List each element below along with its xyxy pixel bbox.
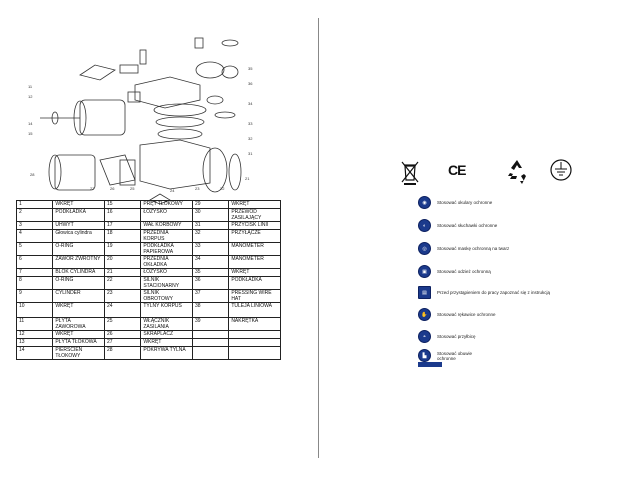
part-number-cell: 22	[104, 277, 140, 290]
part-name-cell: WKRĘT	[53, 201, 105, 209]
part-name-cell: PRZEDNIA KORPUS	[141, 230, 193, 243]
part-name-cell: TULEJA LINIOWA	[229, 303, 281, 318]
safety-item	[418, 219, 497, 232]
svg-text:31: 31	[248, 151, 253, 156]
safety-item-text: Stosować odzież ochronną	[437, 269, 491, 274]
regulatory-symbols	[400, 158, 580, 194]
part-name-cell: O-RING	[53, 243, 105, 256]
part-number-cell: 34	[192, 256, 228, 269]
svg-text:27: 27	[90, 186, 95, 191]
ce-mark-icon: CE	[448, 162, 466, 178]
svg-text:26: 26	[110, 186, 115, 191]
part-number-cell: 9	[17, 290, 53, 303]
safety-item	[418, 349, 487, 362]
part-number-cell	[192, 347, 228, 360]
part-number-cell: 29	[192, 201, 228, 209]
part-name-cell	[229, 347, 281, 360]
part-name-cell: ŁOŻYSKO	[141, 209, 193, 222]
part-name-cell: SILNIK STACIONARNY	[141, 277, 193, 290]
safety-item-text: Stosować obuwie ochronne	[437, 350, 473, 361]
safety-item-text: Stosować okulary ochronne	[437, 200, 493, 205]
part-number-cell: 39	[192, 318, 228, 331]
part-number-cell: 8	[17, 277, 53, 290]
safety-boots-icon: ▙	[418, 349, 431, 362]
safety-item-text: Stosować słuchawki ochronne	[437, 223, 498, 228]
safety-item	[418, 286, 550, 299]
gloves-icon: ✋	[418, 308, 431, 321]
part-number-cell: 24	[104, 303, 140, 318]
ground-icon	[550, 158, 572, 182]
page-divider	[318, 18, 319, 458]
svg-text:15: 15	[28, 131, 33, 136]
part-number-cell: 13	[17, 339, 53, 347]
svg-text:23: 23	[195, 186, 200, 191]
part-name-cell: PODKŁADKA PAPIEROWA	[141, 243, 193, 256]
part-number-cell: 6	[17, 256, 53, 269]
part-name-cell: WKRĘT	[53, 303, 105, 318]
part-number-cell	[192, 331, 228, 339]
parts-table-row	[17, 331, 281, 339]
face-mask-icon: ◎	[418, 242, 431, 255]
part-name-cell: ŁOŻYSKO	[141, 269, 193, 277]
parts-table-row	[17, 201, 281, 209]
part-number-cell: 31	[192, 222, 228, 230]
part-number-cell: 7	[17, 269, 53, 277]
part-name-cell: PRĘT TŁOKOWY	[141, 201, 193, 209]
safety-goggles-icon: ◉	[418, 196, 431, 209]
parts-table-row	[17, 277, 281, 290]
protective-clothing-icon: ▣	[418, 265, 431, 278]
part-number-cell: 25	[104, 318, 140, 331]
part-number-cell: 30	[192, 209, 228, 222]
svg-text:21: 21	[245, 176, 250, 181]
svg-text:12: 12	[28, 94, 33, 99]
part-number-cell	[192, 339, 228, 347]
svg-text:11: 11	[28, 84, 33, 89]
part-name-cell: UHWYT	[53, 222, 105, 230]
part-name-cell: SILNIK OBROTOWY	[141, 290, 193, 303]
safety-item-text: Stosować przyłbicę	[437, 334, 476, 339]
part-name-cell: WKRĘT	[229, 201, 281, 209]
part-name-cell: PODKŁADKA	[53, 209, 105, 222]
part-number-cell: 11	[17, 318, 53, 331]
part-name-cell: PŁYTA ZAWOROWA	[53, 318, 105, 331]
part-name-cell: ZAWÓR ZWROTNY	[53, 256, 105, 269]
part-name-cell: PŁYTA TŁOKOWA	[53, 339, 105, 347]
part-number-cell: 5	[17, 243, 53, 256]
part-number-cell: 19	[104, 243, 140, 256]
part-number-cell: 37	[192, 290, 228, 303]
weee-bin-icon	[400, 158, 420, 186]
part-name-cell: CYLINDER	[53, 290, 105, 303]
part-name-cell: NAKRĘTKA	[229, 318, 281, 331]
ear-protection-icon: ◐	[418, 219, 431, 232]
svg-text:32: 32	[248, 136, 253, 141]
part-number-cell: 2	[17, 209, 53, 222]
brand-badge	[418, 362, 442, 367]
part-number-cell: 38	[192, 303, 228, 318]
parts-table-row	[17, 209, 281, 222]
parts-table-row	[17, 256, 281, 269]
part-name-cell: POKRYWA TYLNA	[141, 347, 193, 360]
svg-text:34: 34	[248, 101, 253, 106]
part-number-cell: 18	[104, 230, 140, 243]
part-number-cell: 14	[17, 347, 53, 360]
part-name-cell: WKRĘT	[53, 331, 105, 339]
svg-text:28: 28	[30, 172, 35, 177]
read-manual-icon: ▤	[418, 286, 431, 299]
safety-item-text: Przed przystąpieniem do pracy zapoznać się z instrukcją	[437, 290, 551, 295]
part-name-cell	[229, 339, 281, 347]
part-name-cell	[229, 331, 281, 339]
part-name-cell: Głowica cylindra	[53, 230, 105, 243]
part-name-cell: WŁĄCZNIK ZASILANIA	[141, 318, 193, 331]
part-name-cell: WKRĘT	[229, 269, 281, 277]
part-number-cell: 36	[192, 277, 228, 290]
part-number-cell: 20	[104, 256, 140, 269]
part-name-cell: BLOK CYLINDRA	[53, 269, 105, 277]
part-name-cell: PRZEDNIA OKŁADKA	[141, 256, 193, 269]
part-name-cell: PODKŁADKA	[229, 277, 281, 290]
parts-table-row	[17, 290, 281, 303]
parts-table-row	[17, 318, 281, 331]
part-number-cell: 1	[17, 201, 53, 209]
part-number-cell: 4	[17, 230, 53, 243]
part-number-cell: 12	[17, 331, 53, 339]
parts-table-row	[17, 222, 281, 230]
parts-table	[16, 200, 281, 360]
safety-item	[418, 265, 491, 278]
safety-item	[418, 308, 496, 321]
part-number-cell: 21	[104, 269, 140, 277]
part-name-cell: SKRAPLACZ	[141, 331, 193, 339]
exploded-drawing-svg	[20, 30, 290, 220]
part-number-cell: 28	[104, 347, 140, 360]
part-name-cell: MANOMETER	[229, 243, 281, 256]
part-number-cell: 15	[104, 201, 140, 209]
safety-item	[418, 196, 492, 209]
helmet-icon: ◓	[418, 330, 431, 343]
part-number-cell: 27	[104, 339, 140, 347]
safety-item-text: Stosować rękawice ochronne	[437, 312, 496, 317]
svg-text:14: 14	[28, 121, 33, 126]
svg-text:36: 36	[248, 81, 253, 86]
part-number-cell: 10	[17, 303, 53, 318]
part-name-cell: WAŁ KORBOWY	[141, 222, 193, 230]
part-name-cell: TYLNY KORPUS	[141, 303, 193, 318]
part-name-cell: WKRĘT	[141, 339, 193, 347]
part-number-cell: 32	[192, 230, 228, 243]
part-number-cell: 26	[104, 331, 140, 339]
part-name-cell: PRESSING WIRE HAT	[229, 290, 281, 303]
parts-table-row	[17, 303, 281, 318]
part-number-cell: 33	[192, 243, 228, 256]
exploded-parts-diagram	[20, 30, 290, 220]
parts-table-row	[17, 339, 281, 347]
svg-text:33: 33	[248, 121, 253, 126]
part-name-cell: PRZEWÓD ZASILAJĄCY	[229, 209, 281, 222]
svg-text:22: 22	[220, 186, 225, 191]
safety-item	[418, 242, 509, 255]
part-number-cell: 35	[192, 269, 228, 277]
svg-text:25: 25	[130, 186, 135, 191]
part-number-cell: 17	[104, 222, 140, 230]
recycle-icon	[505, 158, 529, 184]
parts-table-row	[17, 269, 281, 277]
parts-table-row	[17, 347, 281, 360]
part-name-cell: MANOMETER	[229, 256, 281, 269]
part-name-cell: O-RING	[53, 277, 105, 290]
svg-text:35: 35	[248, 66, 253, 71]
parts-table-row	[17, 230, 281, 243]
part-number-cell: 23	[104, 290, 140, 303]
parts-table-row	[17, 243, 281, 256]
part-number-cell: 3	[17, 222, 53, 230]
svg-text:24: 24	[170, 188, 175, 193]
part-number-cell: 16	[104, 209, 140, 222]
part-name-cell: PRZYCISK LINII	[229, 222, 281, 230]
part-name-cell: PIERŚCIEŃ TŁOKOWY	[53, 347, 105, 360]
part-name-cell: PRZYŁĄCZE	[229, 230, 281, 243]
safety-item	[418, 330, 476, 343]
safety-item-text: Stosować maskę ochronną na twarz	[437, 246, 510, 251]
